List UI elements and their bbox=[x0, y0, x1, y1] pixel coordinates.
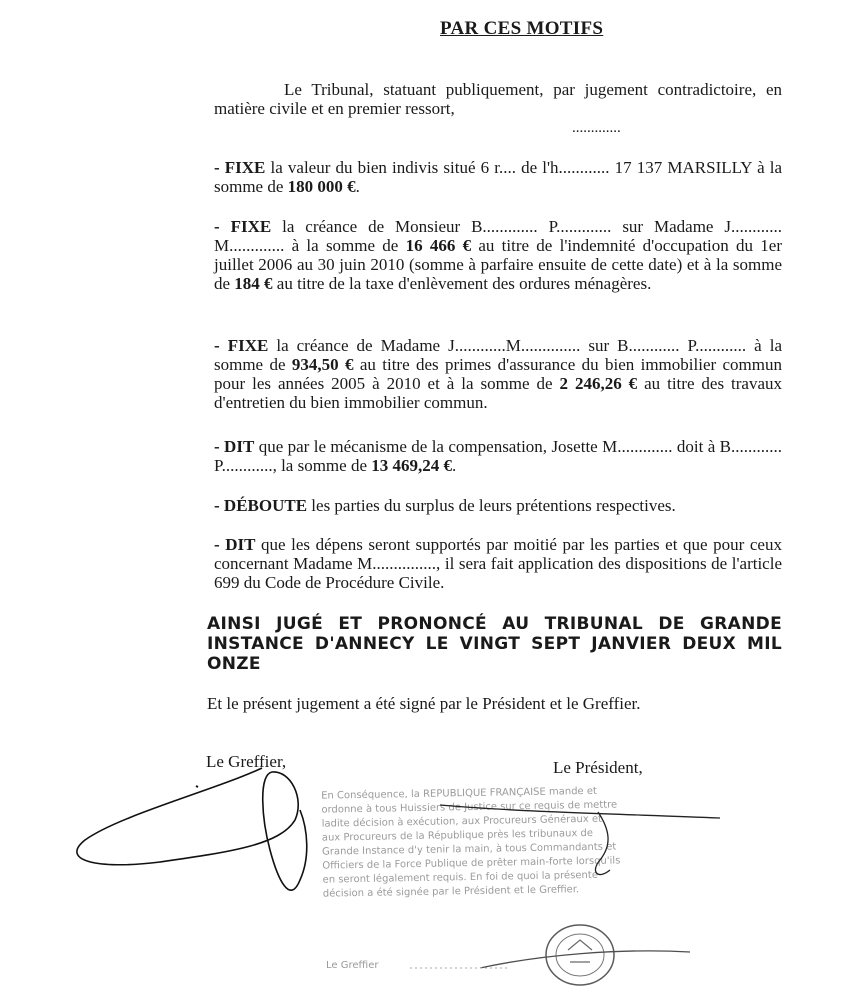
signature-statement: Et le présent jugement a été signé par le Président et le Greffier. bbox=[207, 694, 641, 713]
court-seal bbox=[480, 925, 690, 985]
clause-text: au titre des primes d'assurance du bien immobilier commun pour les années 2005 à 2010 et à la somme de bbox=[214, 355, 783, 393]
clause-text: les parties du surplus de leurs prétentions respectives. bbox=[307, 496, 676, 515]
clause-verb: - FIXE bbox=[214, 217, 272, 236]
clause-verb: - DIT bbox=[214, 437, 255, 456]
clause-text: que les dépens seront supportés par moitié par les parties et que pour ceux concernant Madame M..............., il sera fait application des dispositions de l'article 699 du Code de Procédure Civile. bbox=[214, 535, 782, 592]
clause-text-end: . bbox=[355, 177, 360, 196]
clause-amount: 2 246,26 € bbox=[559, 374, 638, 393]
greffier-label: Le Greffier, bbox=[206, 752, 287, 771]
greffier-signature-dot bbox=[196, 786, 198, 787]
clause-text-end: au titre des travaux d'entretien du bien immobilier commun. bbox=[214, 374, 783, 412]
clause-amount: 16 466 € bbox=[405, 236, 472, 255]
clause-text: que par le mécanisme de la compensation, Josette M............. doit à B............ P............, la somme de bbox=[214, 437, 782, 475]
clause-amount: 13 469,24 € bbox=[371, 456, 452, 475]
execution-formula-stamp: En Conséquence, la REPUBLIQUE FRANÇAISE mande et ordonne à tous Huissiers de Justice sur ce requis de mettre ladite décision à exécution, aux Procureurs Généraux et aux Procureurs de la République près les tribunaux de Grande Instance d'y tenir la main, à tous Commandants et Officiers de la Force Publique de prêter main-forte lorsqu'ils en seront légalement requis. En foi de quoi la présente décision a été signée par le Président et le Greffier. bbox=[321, 785, 621, 900]
clause-text-end: au titre de la taxe d'enlèvement des ordures ménagères. bbox=[272, 274, 652, 293]
section-heading: PAR CES MOTIFS bbox=[440, 18, 604, 39]
clause-amount: 934,50 € bbox=[291, 355, 354, 374]
clause-verb: - DÉBOUTE bbox=[214, 496, 308, 515]
clause-verb: - DIT bbox=[214, 535, 256, 554]
president-label: Le Président, bbox=[553, 758, 643, 777]
stamp-footer: Le Greffier bbox=[326, 960, 379, 971]
clause-text: la créance de Monsieur B............. P............. sur Madame J............ M............. à la somme de bbox=[214, 217, 782, 255]
intro-paragraph: Le Tribunal, statuant publiquement, par jugement contradictoire, en matière civile et en premier ressort, bbox=[214, 80, 782, 118]
president-signature bbox=[440, 805, 720, 875]
greffier-signature bbox=[77, 768, 307, 890]
clause-text: au titre de l'indemnité d'occupation du 1er juillet 2006 au 30 juin 2010 (somme à parfaire ensuite de cette date) et à la somme de bbox=[214, 236, 782, 293]
clause-amount: 180 000 € bbox=[287, 177, 356, 196]
judgment-pronouncement: AINSI JUGÉ ET PRONONCÉ AU TRIBUNAL DE GRANDE INSTANCE D'ANNECY LE VINGT SEPT JANVIER DEUX MIL ONZE bbox=[207, 614, 782, 674]
clause-text: la créance de Madame J............M.............. sur B............ P............ à la somme de bbox=[214, 336, 782, 374]
clause-amount: 184 € bbox=[234, 274, 273, 293]
clause-verb: - FIXE bbox=[214, 158, 266, 177]
clause-text-end: . bbox=[452, 456, 457, 475]
clause-verb: - FIXE bbox=[214, 336, 269, 355]
intro-dots: ............. bbox=[572, 120, 621, 136]
clause-text: la valeur du bien indivis situé 6 r.... de l'h............ 17 137 MARSILLY à la somme de bbox=[214, 158, 782, 196]
